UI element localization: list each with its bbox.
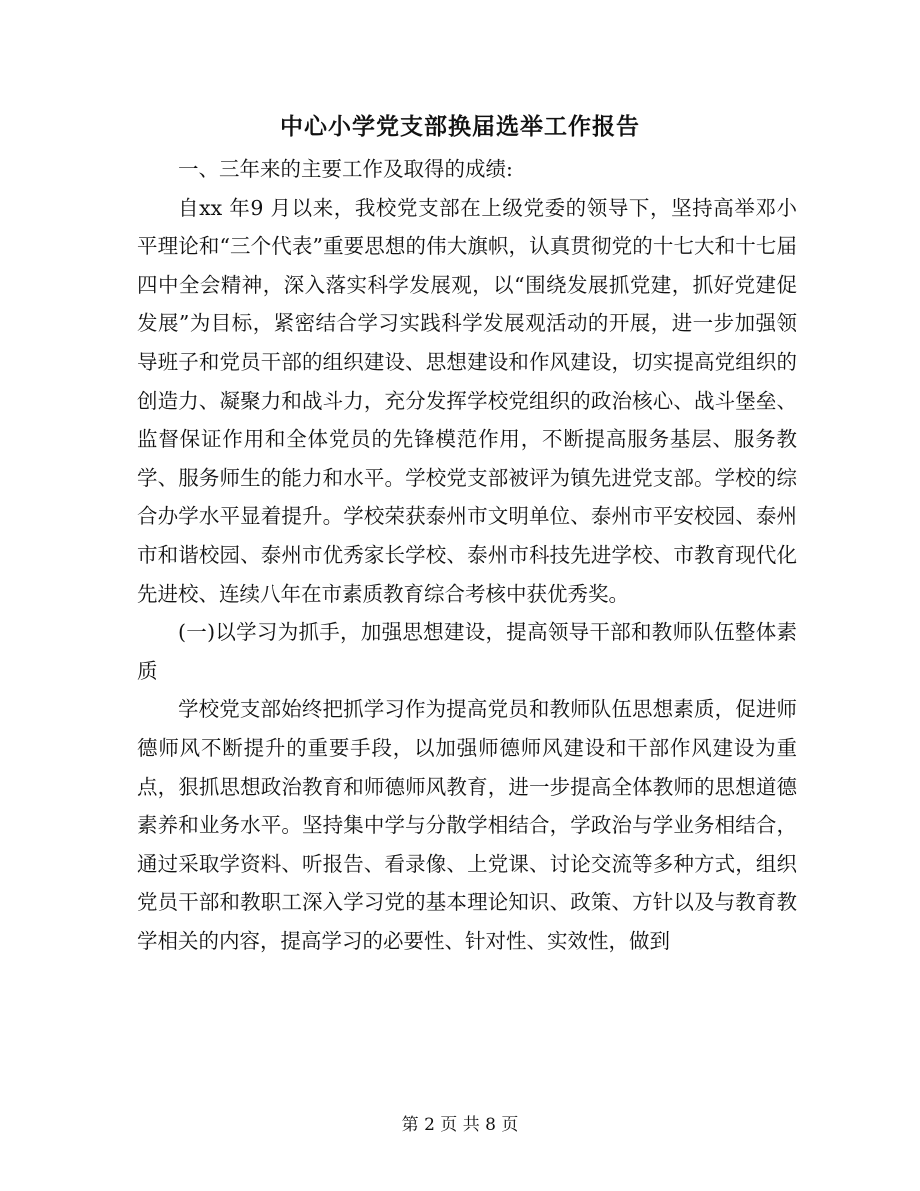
body-paragraph: 自xx 年9 月以来，我校党支部在上级党委的领导下，坚持高举邓小平理论和“三个代表”重要思想的伟大旗帜，认真贯彻党的十七大和十七届四中全会精神，深入落实科学发展观，以“围绕发展抓党建，抓好党建促发展”为目标，紧密结合学习实践科学发展观活动的开展，进一步加强领导班子和党员干部的组织建设、思想建设和作风建设，切实提高党组织的创造力、凝聚力和战斗力，充分发挥学校党组织的政治核心、战斗堡垒、监督保证作用和全体党员的先锋模范作用，不断提高服务基层、服务教学、服务师生的能力和水平。学校党支部被评为镇先进党支部。学校的综合办学水平显着提升。学校荣获泰州市文明单位、泰州市平安校园、泰州市和谐校园、泰州市优秀家长学校、泰州市科技先进学校、市教育现代化先进校、连续八年在市素质教育综合考核中获优秀奖。 [137,195,797,606]
subsection-heading: (一)以学习为抓手，加强思想建设，提高领导干部和教师队伍整体素质 [137,620,797,683]
document-title: 中心小学党支部换届选举工作报告 [280,113,640,140]
page-number: 第 2 页 共 8 页 [401,1115,519,1135]
section-heading: 一、三年来的主要工作及取得的成绩: [178,157,513,181]
page-footer [0,1110,920,1135]
body-paragraph: 学校党支部始终把抓学习作为提高党员和教师队伍思想素质，促进师德师风不断提升的重要手段，以加强师德师风建设和干部作风建设为重点，狠抓思想政治教育和师德师风教育，进一步提高全体教师的思想道德素养和业务水平。坚持集中学与分散学相结合，学政治与学业务相结合，通过采取学资料、听报告、看录像、上党课、讨论交流等多种方式，组织党员干部和教职工深入学习党的基本理论知识、政策、方针以及与教育教学相关的内容，提高学习的必要性、针对性、实效性，做到 [137,697,797,953]
document-body [137,150,797,960]
